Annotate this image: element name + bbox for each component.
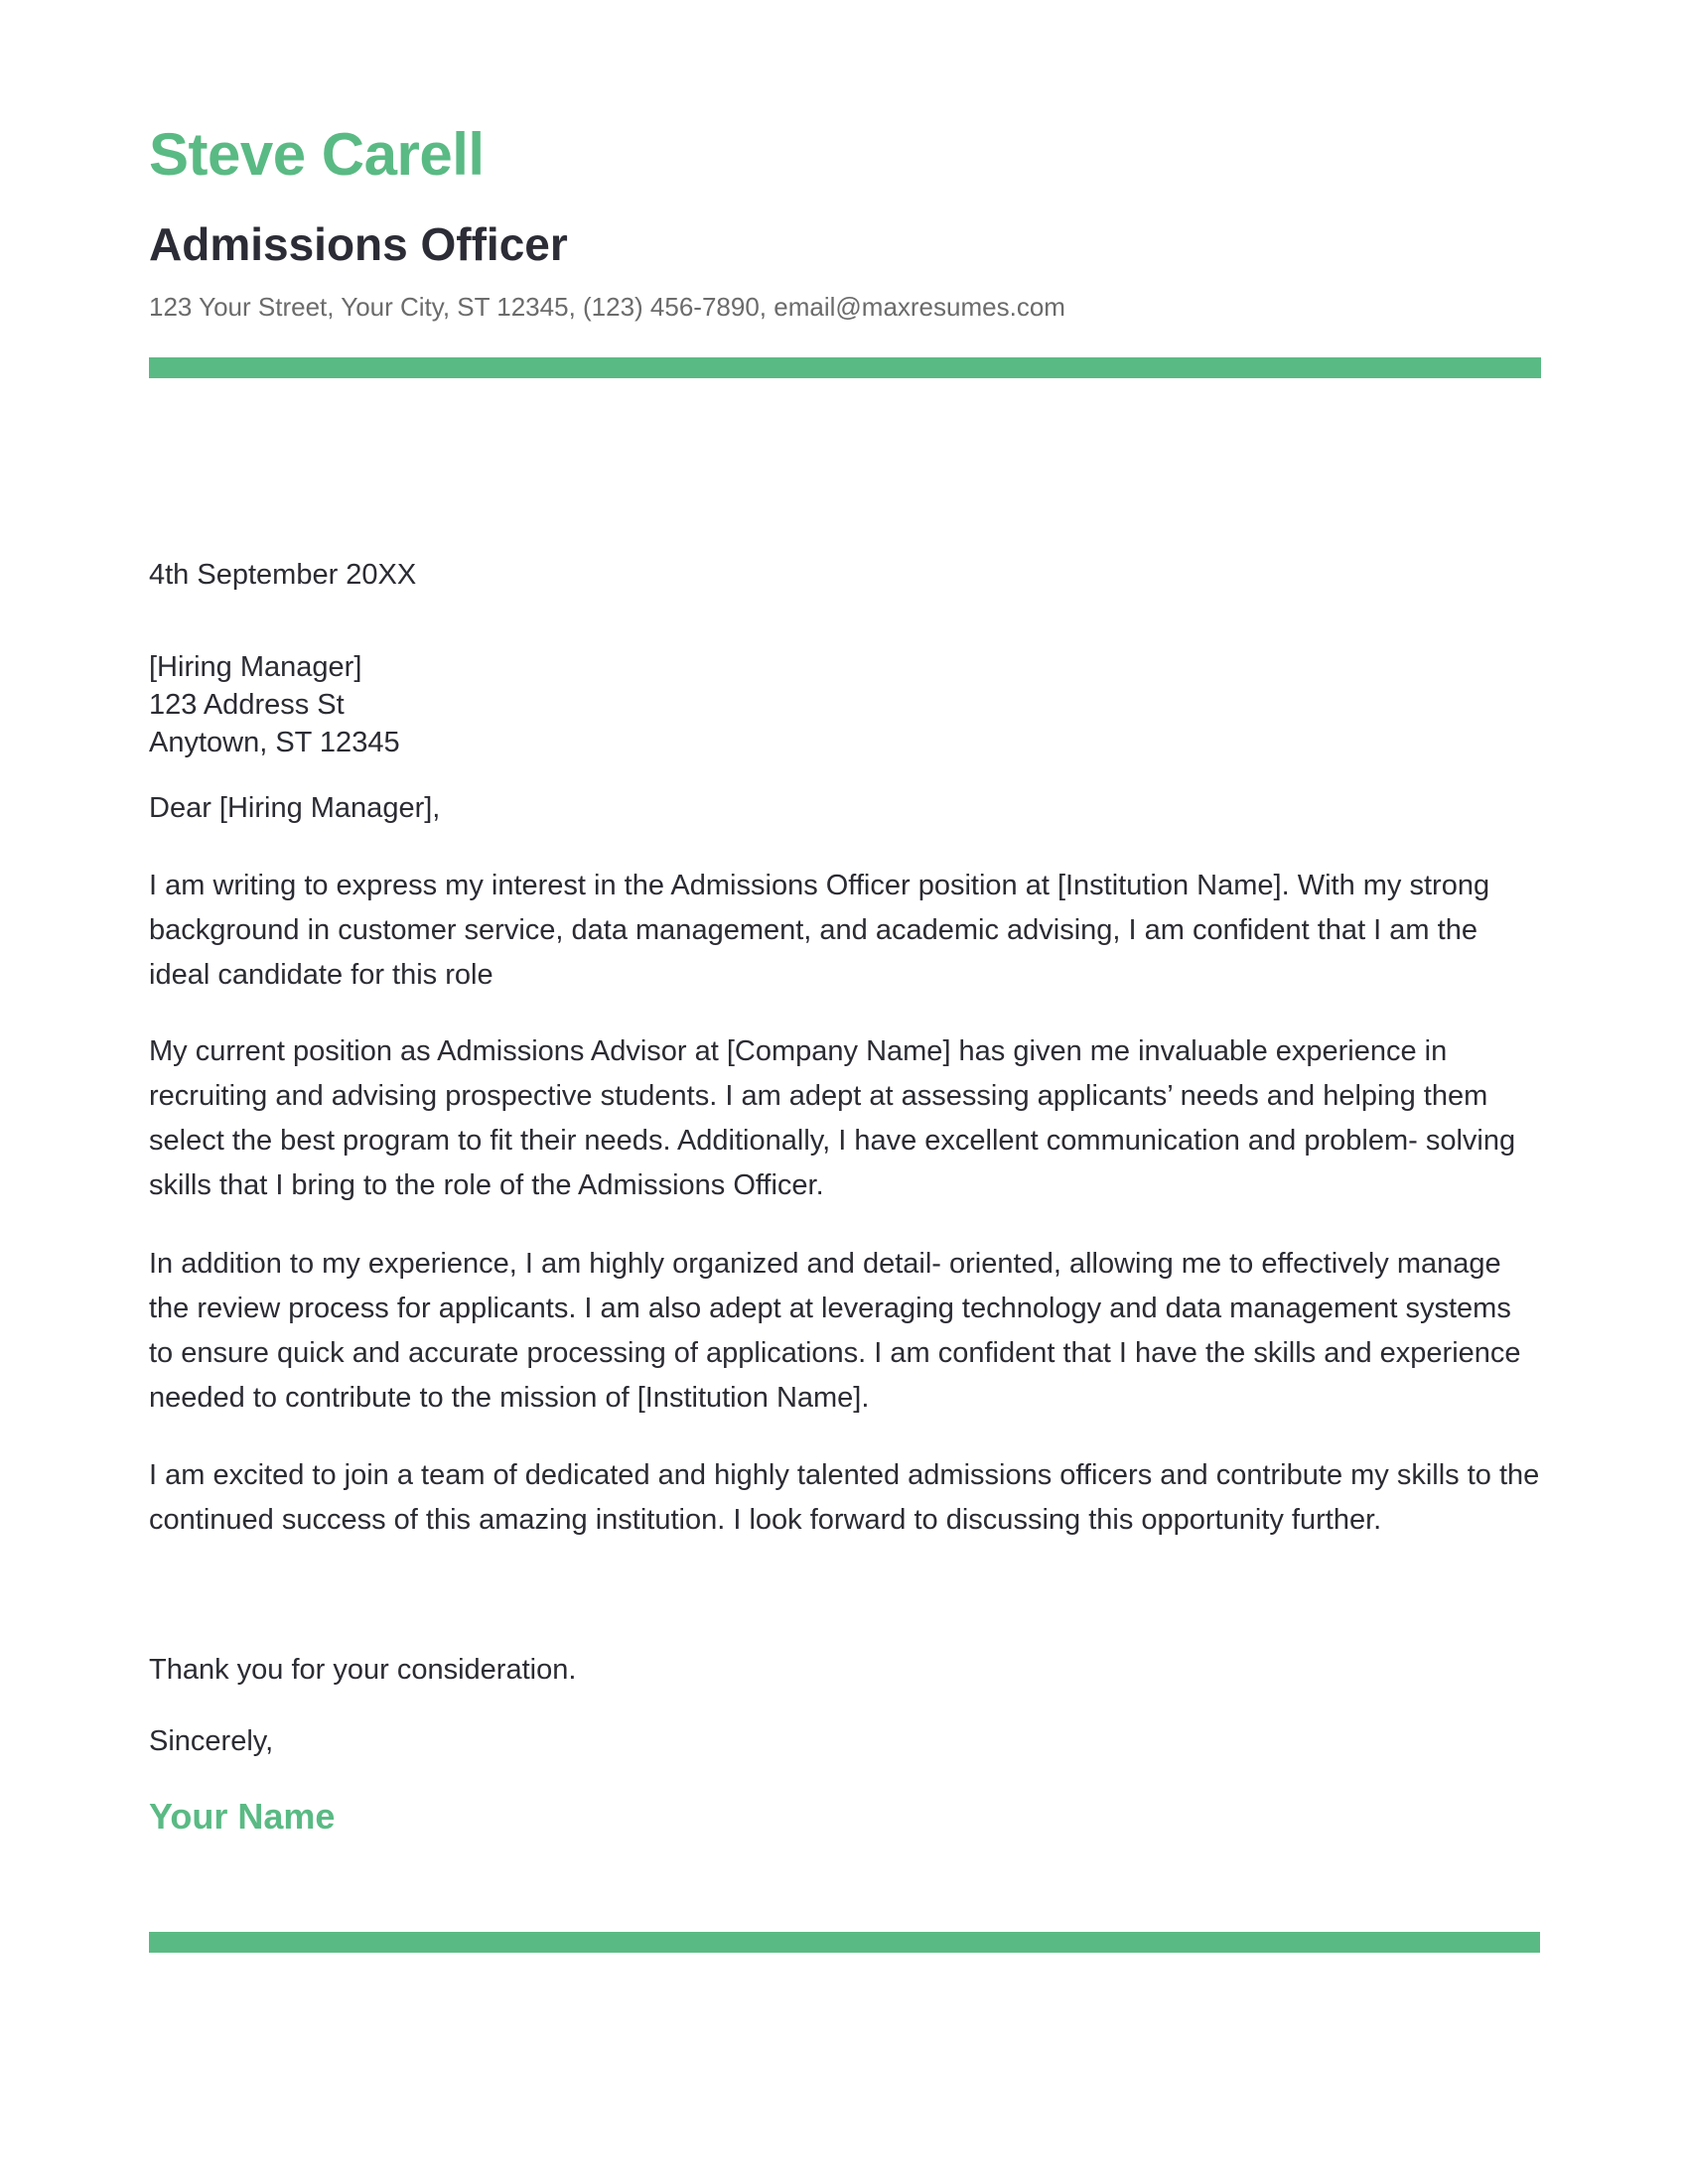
footer-divider <box>149 1932 1540 1953</box>
body-paragraph-2: My current position as Admissions Advisor at [Company Name] has given me invaluable experience in recruiting and advising prospective students. I am adept at assessing applicants’ needs and helping them select the best program to fit their needs. Additionally, I have excellent communication and problem- solving skills that I bring to the role of the Admissions Officer. <box>149 1035 1516 1201</box>
cover-letter-page <box>149 0 1539 2184</box>
salutation: Dear [Hiring Manager], <box>149 792 441 824</box>
signature-name: Your Name <box>149 1796 336 1837</box>
recipient-address <box>149 648 400 761</box>
recipient-street: 123 Address St <box>149 689 345 721</box>
job-title: Admissions Officer <box>149 218 568 270</box>
body-paragraph-1: I am writing to express my interest in the Admissions Officer position at [Institution Name]. With my strong background in customer service, data management, and academic advising, I am confident that I am the ideal candidate for this role <box>149 870 1490 991</box>
contact-info: 123 Your Street, Your City, ST 12345, (123) 456-7890, email@maxresumes.com <box>149 292 1065 322</box>
applicant-name: Steve Carell <box>149 121 485 188</box>
closing: Sincerely, <box>149 1725 274 1757</box>
body-paragraph-4: I am excited to join a team of dedicated and highly talented admissions officers and contribute my skills to the continued success of this amazing institution. I look forward to discussing this opportunity further. <box>149 1459 1540 1536</box>
header-divider <box>149 357 1541 378</box>
recipient-city: Anytown, ST 12345 <box>149 727 400 758</box>
body-paragraph-3: In addition to my experience, I am highly organized and detail- oriented, allowing me to effectively manage the review process for applicants. I am also adept at leveraging technology and data management systems to ensure quick and accurate processing of applications. I am confident that I have the skills and experience needed to contribute to the mission of [Institution Name]. <box>149 1248 1521 1414</box>
letter-date: 4th September 20XX <box>149 559 417 591</box>
recipient-name: [Hiring Manager] <box>149 651 362 683</box>
thanks-line: Thank you for your consideration. <box>149 1654 577 1686</box>
